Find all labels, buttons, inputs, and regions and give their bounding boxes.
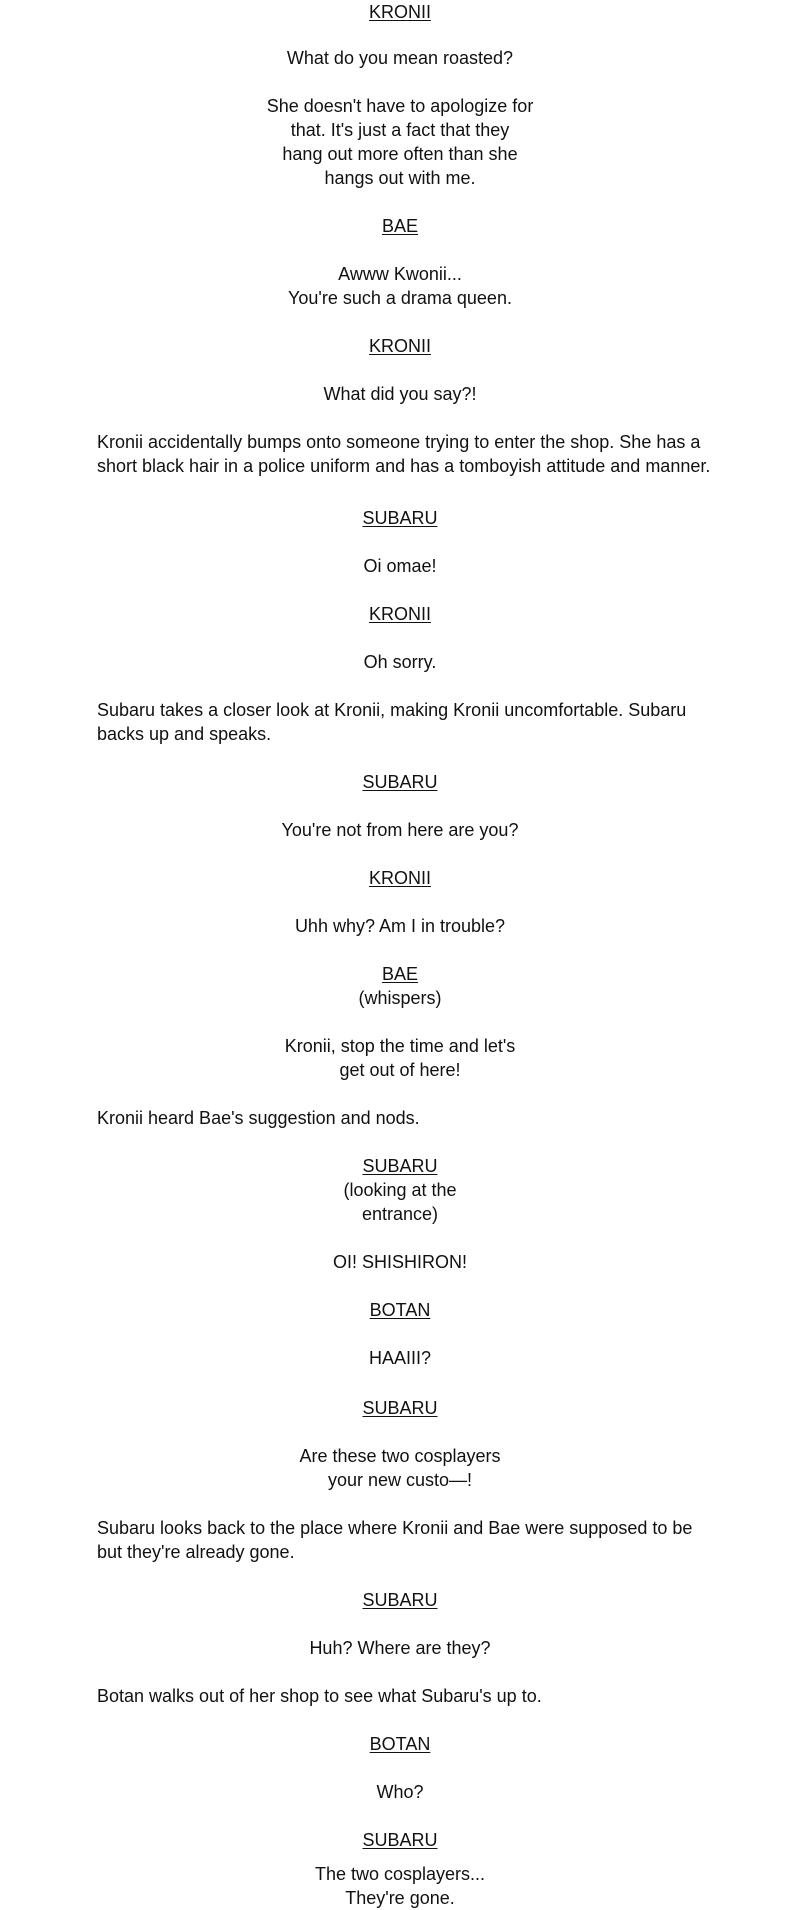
dialogue-line: Huh? Where are they? (309, 1638, 491, 1658)
character-name: KRONII (368, 604, 431, 624)
dialogue-line: You're not from here are you? (281, 820, 519, 840)
character-name: KRONII (368, 868, 431, 888)
dialogue (0, 650, 800, 674)
dialogue (0, 382, 800, 406)
dialogue-line: They're gone. (345, 1888, 455, 1908)
dialogue (0, 1250, 800, 1274)
dialogue-line: hang out more often than she (282, 144, 518, 164)
character-name: BAE (381, 216, 419, 236)
character-name: SUBARU (362, 1398, 438, 1418)
dialogue-line: that. It's just a fact that they (290, 120, 510, 140)
parenthetical (0, 1178, 800, 1226)
character-name: BAE (381, 964, 419, 984)
character-name: SUBARU (362, 1830, 438, 1850)
parenthetical-line: (looking at the (343, 1180, 457, 1200)
character-name: KRONII (368, 336, 431, 356)
character-name: SUBARU (362, 1156, 438, 1176)
dialogue-line: HAAIII? (368, 1348, 432, 1368)
action-line: Subaru looks back to the place where Kronii and Bae were supposed to be but they're already gone. (97, 1518, 693, 1562)
dialogue-line: Kronii, stop the time and let's (284, 1036, 516, 1056)
character-name: KRONII (368, 2, 431, 22)
character-name: BOTAN (369, 1734, 431, 1754)
action-line: Botan walks out of her shop to see what Subaru's up to. (97, 1686, 542, 1706)
character-name: SUBARU (362, 508, 438, 528)
dialogue-line: Awww Kwonii... (338, 264, 462, 284)
dialogue-line: Are these two cosplayers (299, 1446, 501, 1466)
dialogue (0, 46, 800, 70)
dialogue (0, 554, 800, 578)
dialogue-line: Oi omae! (363, 556, 437, 576)
character-name: BOTAN (369, 1300, 431, 1320)
dialogue-line: Who? (376, 1782, 424, 1802)
dialogue (0, 1636, 800, 1660)
dialogue-line: The two cosplayers... (314, 1864, 486, 1884)
action-line: Kronii heard Bae's suggestion and nods. (97, 1108, 420, 1128)
action-line: Subaru takes a closer look at Kronii, making Kronii uncomfortable. Subaru backs up and speaks. (97, 700, 687, 744)
dialogue-line: your new custo—! (327, 1470, 473, 1490)
dialogue (0, 1780, 800, 1804)
parenthetical-line: (whispers) (358, 988, 442, 1008)
dialogue-line: She doesn't have to apologize for (266, 96, 534, 116)
dialogue (0, 1444, 800, 1492)
dialogue (0, 818, 800, 842)
dialogue-line: What did you say?! (323, 384, 477, 404)
dialogue (0, 262, 800, 310)
dialogue-line: Oh sorry. (363, 652, 437, 672)
dialogue-line: You're such a drama queen. (288, 288, 512, 308)
character-name: SUBARU (362, 772, 438, 792)
dialogue-line: OI! SHISHIRON! (332, 1252, 467, 1272)
dialogue (0, 1862, 800, 1910)
dialogue (0, 94, 800, 190)
dialogue (0, 1034, 800, 1082)
dialogue (0, 1346, 800, 1370)
dialogue-line: What do you mean roasted? (286, 48, 514, 68)
action-line: Kronii accidentally bumps onto someone trying to enter the shop. She has a short black hair in a police uniform and has a tomboyish attitude and manner. (97, 432, 711, 476)
parenthetical-line: entrance) (361, 1204, 439, 1224)
dialogue-line: get out of here! (339, 1060, 461, 1080)
dialogue-line: Uhh why? Am I in trouble? (294, 916, 506, 936)
dialogue (0, 914, 800, 938)
parenthetical (0, 986, 800, 1010)
character-name: SUBARU (362, 1590, 438, 1610)
dialogue-line: hangs out with me. (324, 168, 476, 188)
